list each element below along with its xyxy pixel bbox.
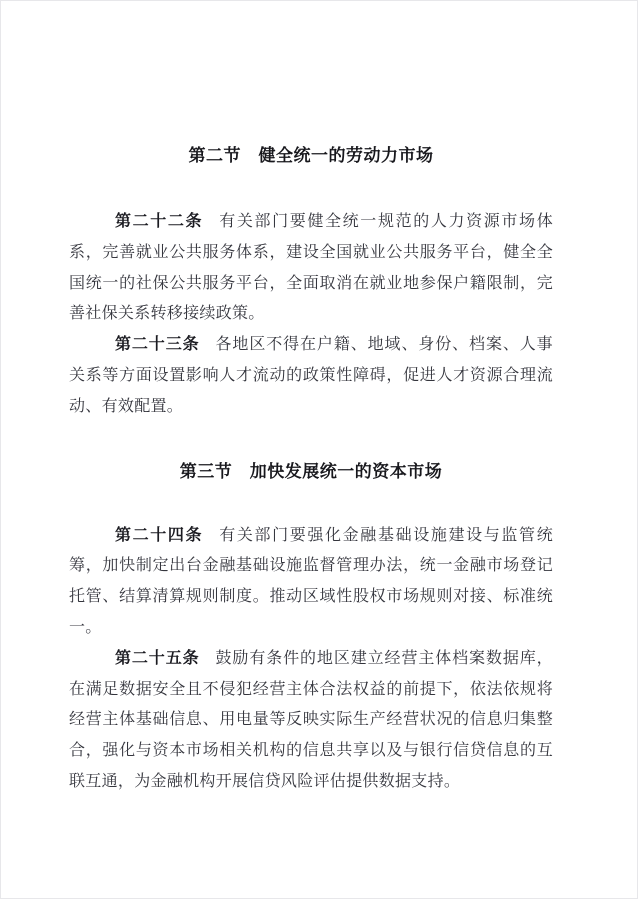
article-number-23: 第二十三条 [115,336,200,354]
article-text-24: 有关部门要强化金融基础设施建设与监管统筹，加快制定出台金融基础设施监督管理办法，统一金融市场登记托管、结算清算规则制度。推动区域性股权市场规则对接、标准统一。 [69,526,553,636]
article-paragraph-23 [69,330,553,422]
article-number-25: 第二十五条 [115,649,200,667]
article-number-22: 第二十二条 [115,213,204,230]
article-paragraph-25 [69,644,553,798]
section-heading-2: 第二节 健全统一的劳动力市场 [188,146,434,165]
article-number-24: 第二十四条 [115,526,204,544]
article-paragraph-22 [69,207,553,330]
article-text-22: 有关部门要健全统一规范的人力资源市场体系，完善就业公共服务体系，建设全国就业公共服务平台，健全全国统一的社保公共服务平台，全面取消在就业地参保户籍限制，完善社保关系转移接续政策。 [69,213,553,323]
article-text-23: 各地区不得在户籍、地域、身份、档案、人事关系等方面设置影响人才流动的政策性障碍，促进人才资源合理流动、有效配置。 [69,336,553,415]
article-text-25: 鼓励有条件的地区建立经营主体档案数据库，在满足数据安全且不侵犯经营主体合法权益的前提下，依法依规将经营主体基础信息、用电量等反映实际生产经营状况的信息归集整合，强化与资本市场相关机构的信息共享以及与银行信贷信息的互联互通，为金融机构开展信贷风险评估提供数据支持。 [69,649,553,790]
section-heading-3: 第三节 加快发展统一的资本市场 [179,461,443,481]
article-paragraph-24 [69,521,553,644]
